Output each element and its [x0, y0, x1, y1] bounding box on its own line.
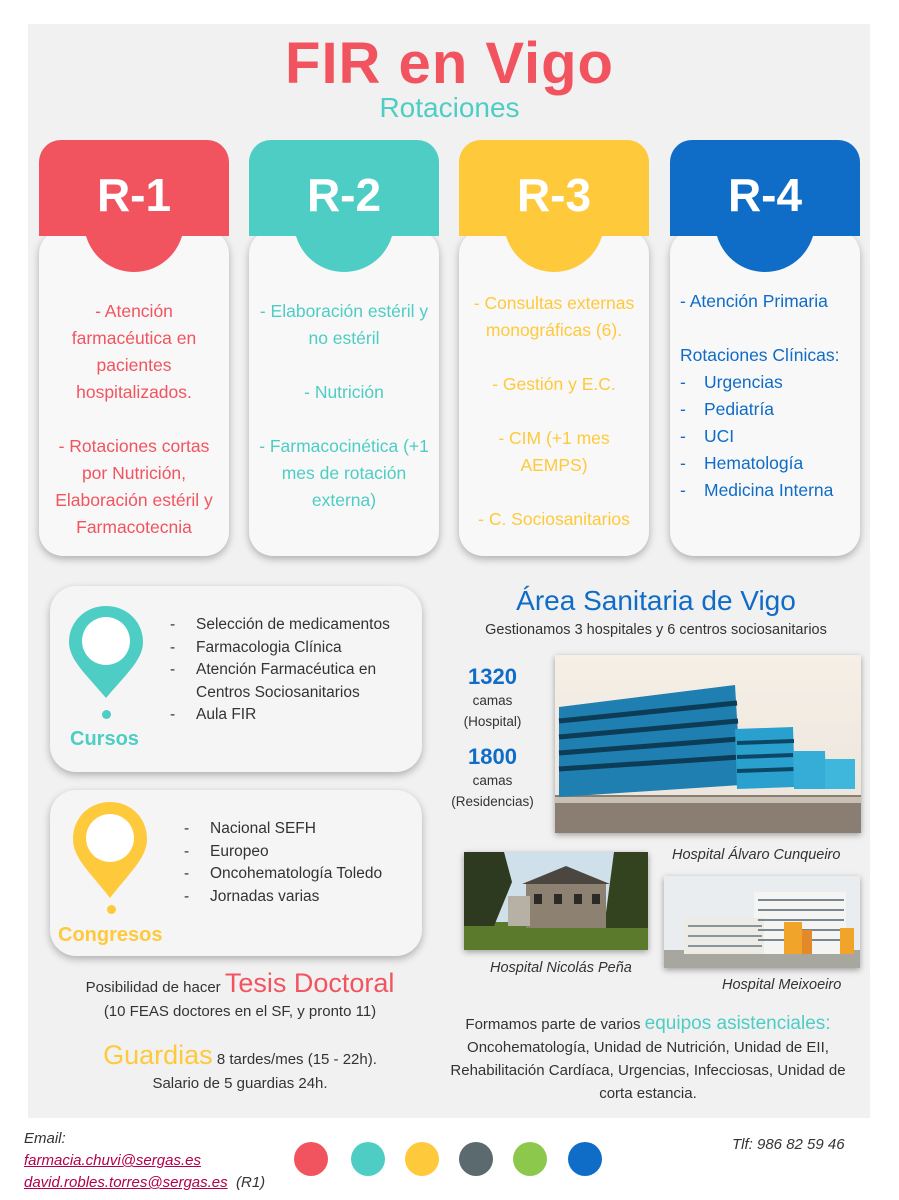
guardias-detail: 8 tardes/mes (15 - 22h). — [216, 1051, 377, 1068]
pin-dot — [102, 710, 111, 719]
rotation-label: R-2 — [306, 169, 382, 221]
pin-dot — [107, 905, 116, 914]
list-item: - UCI — [680, 423, 852, 450]
rotation-content — [47, 298, 221, 541]
list-item: - Atención Farmacéutica en Centros Sociosanitarios — [170, 659, 410, 704]
rotation-item: Pediatría — [704, 399, 775, 419]
hospital-meixoeiro-photo — [664, 876, 860, 968]
palette-dot — [513, 1142, 547, 1176]
congreso-item: Oncohematología Toledo — [210, 865, 383, 882]
hospital-caption: Hospital Álvaro Cunqueiro — [672, 847, 841, 863]
rotation-card-r2 — [249, 140, 439, 556]
rotation-label: R-1 — [96, 169, 172, 221]
area-subtitle: Gestionamos 3 hospitales y 6 centros sociosanitarios — [485, 622, 827, 638]
list-item: - Nacional SEFH — [184, 818, 414, 841]
list-item: - Hematología — [680, 450, 852, 477]
email-link[interactable]: farmacia.chuvi@sergas.es — [24, 1152, 201, 1169]
stat-note: (Residencias) — [451, 794, 534, 809]
rotation-card-r4 — [670, 140, 860, 556]
rotation-content — [467, 290, 641, 533]
palette-dot — [459, 1142, 493, 1176]
page-title: FIR en Vigo — [285, 31, 614, 96]
rotation-label: R-4 — [727, 169, 803, 221]
list-item: - Medicina Interna — [680, 477, 852, 504]
hospital-cunqueiro-photo — [555, 655, 861, 833]
palette-dot — [405, 1142, 439, 1176]
rotation-subheading: Rotaciones Clínicas: — [680, 345, 840, 365]
rotation-line: - Nutrición — [304, 382, 384, 402]
hospital-nicolas-photo — [464, 852, 648, 950]
list-item: - Jornadas varias — [184, 886, 414, 909]
congresos-box — [50, 790, 422, 956]
rotation-label: R-3 — [516, 169, 592, 221]
stat-number: 1800 — [468, 744, 517, 769]
rotation-item: Urgencias — [704, 372, 783, 392]
stat-number: 1320 — [468, 664, 517, 689]
map-pin-icon — [66, 604, 146, 700]
hospital-caption: Hospital Nicolás Peña — [490, 960, 632, 976]
list-item: - Aula FIR — [170, 704, 410, 727]
stat-unit: camas — [472, 773, 513, 788]
phone-number: Tlf: 986 82 59 46 — [732, 1136, 845, 1153]
tesis-highlight: Tesis Doctoral — [224, 968, 395, 998]
page-subtitle: Rotaciones — [379, 92, 520, 123]
email-label: Email: — [24, 1130, 66, 1147]
list-item: - Pediatría — [680, 396, 852, 423]
curso-item: Atención Farmacéutica en Centros Sociosanitarios — [196, 661, 377, 701]
email-note: (R1) — [236, 1174, 266, 1191]
list-item: - Europeo — [184, 841, 414, 864]
rotation-line: - Gestión y E.C. — [492, 374, 616, 394]
congresos-label: Congresos — [58, 924, 163, 946]
rotation-content — [680, 288, 852, 504]
list-item: - Urgencias — [680, 369, 852, 396]
congreso-item: Europeo — [210, 842, 269, 860]
email-link[interactable]: david.robles.torres@sergas.es — [24, 1174, 228, 1191]
equipos-highlight: equipos asistenciales: — [644, 1013, 831, 1034]
tesis-block — [40, 968, 440, 1020]
congreso-item: Jornadas varias — [210, 887, 320, 905]
rotation-item: Hematología — [704, 453, 804, 473]
guardias-block — [40, 1040, 440, 1092]
rotation-item: UCI — [704, 426, 735, 446]
rotation-card-r1 — [39, 140, 229, 556]
map-pin-icon — [70, 800, 150, 900]
palette-dot — [568, 1142, 602, 1176]
list-item: - Selección de medicamentos — [170, 614, 410, 637]
rotation-line: - C. Sociosanitarios — [478, 509, 630, 529]
area-title: Área Sanitaria de Vigo — [516, 585, 796, 616]
hospital-caption: Hospital Meixoeiro — [722, 977, 842, 993]
rotation-line: - Farmacocinética (+1 mes de rotación externa) — [259, 436, 429, 510]
list-item: - Farmacologia Clínica — [170, 637, 410, 660]
rotation-card-r3 — [459, 140, 649, 556]
tesis-prefix: Posibilidad de hacer — [85, 979, 221, 996]
list-item: - Oncohematología Toledo — [184, 863, 414, 886]
rotation-line: - Atención farmacéutica en pacientes hospitalizados. — [71, 301, 197, 402]
stat-hospital-beds — [445, 664, 540, 732]
congreso-item: Nacional SEFH — [210, 820, 316, 837]
equipos-block — [432, 1012, 864, 1105]
rotation-line: - Consultas externas monográficas (6). — [473, 293, 635, 340]
equipos-prefix: Formamos parte de varios — [465, 1016, 641, 1033]
contact-email-block — [24, 1128, 265, 1194]
stat-note: (Hospital) — [463, 714, 522, 729]
rotation-line: - Atención Primaria — [680, 291, 828, 311]
curso-item: Farmacologia Clínica — [196, 638, 342, 656]
rotation-content — [257, 298, 431, 514]
cursos-list — [170, 614, 410, 727]
equipos-list: Oncohematología, Unidad de Nutrición, Unidad de EII, Rehabilitación Cardíaca, Urgencias, Infecciosas, Unidad de corta estancia. — [450, 1039, 846, 1102]
guardias-highlight: Guardias — [103, 1040, 213, 1070]
palette-dot — [294, 1142, 328, 1176]
cursos-label: Cursos — [70, 728, 139, 750]
guardias-salary: Salario de 5 guardias 24h. — [152, 1075, 328, 1092]
palette-dot — [351, 1142, 385, 1176]
stat-residence-beds — [445, 744, 540, 812]
tesis-detail: (10 FEAS doctores en el SF, y pronto 11) — [103, 1003, 377, 1020]
curso-item: Aula FIR — [196, 706, 257, 723]
rotation-line: - Rotaciones cortas por Nutrición, Elaboración estéril y Farmacotecnia — [55, 436, 213, 537]
rotation-item: Medicina Interna — [704, 480, 834, 500]
cursos-box — [50, 586, 422, 772]
rotation-line: - CIM (+1 mes AEMPS) — [498, 428, 610, 475]
curso-item: Selección de medicamentos — [196, 616, 390, 633]
stat-unit: camas — [472, 693, 513, 708]
rotation-line: - Elaboración estéril y no estéril — [259, 301, 429, 348]
congresos-list — [184, 818, 414, 908]
